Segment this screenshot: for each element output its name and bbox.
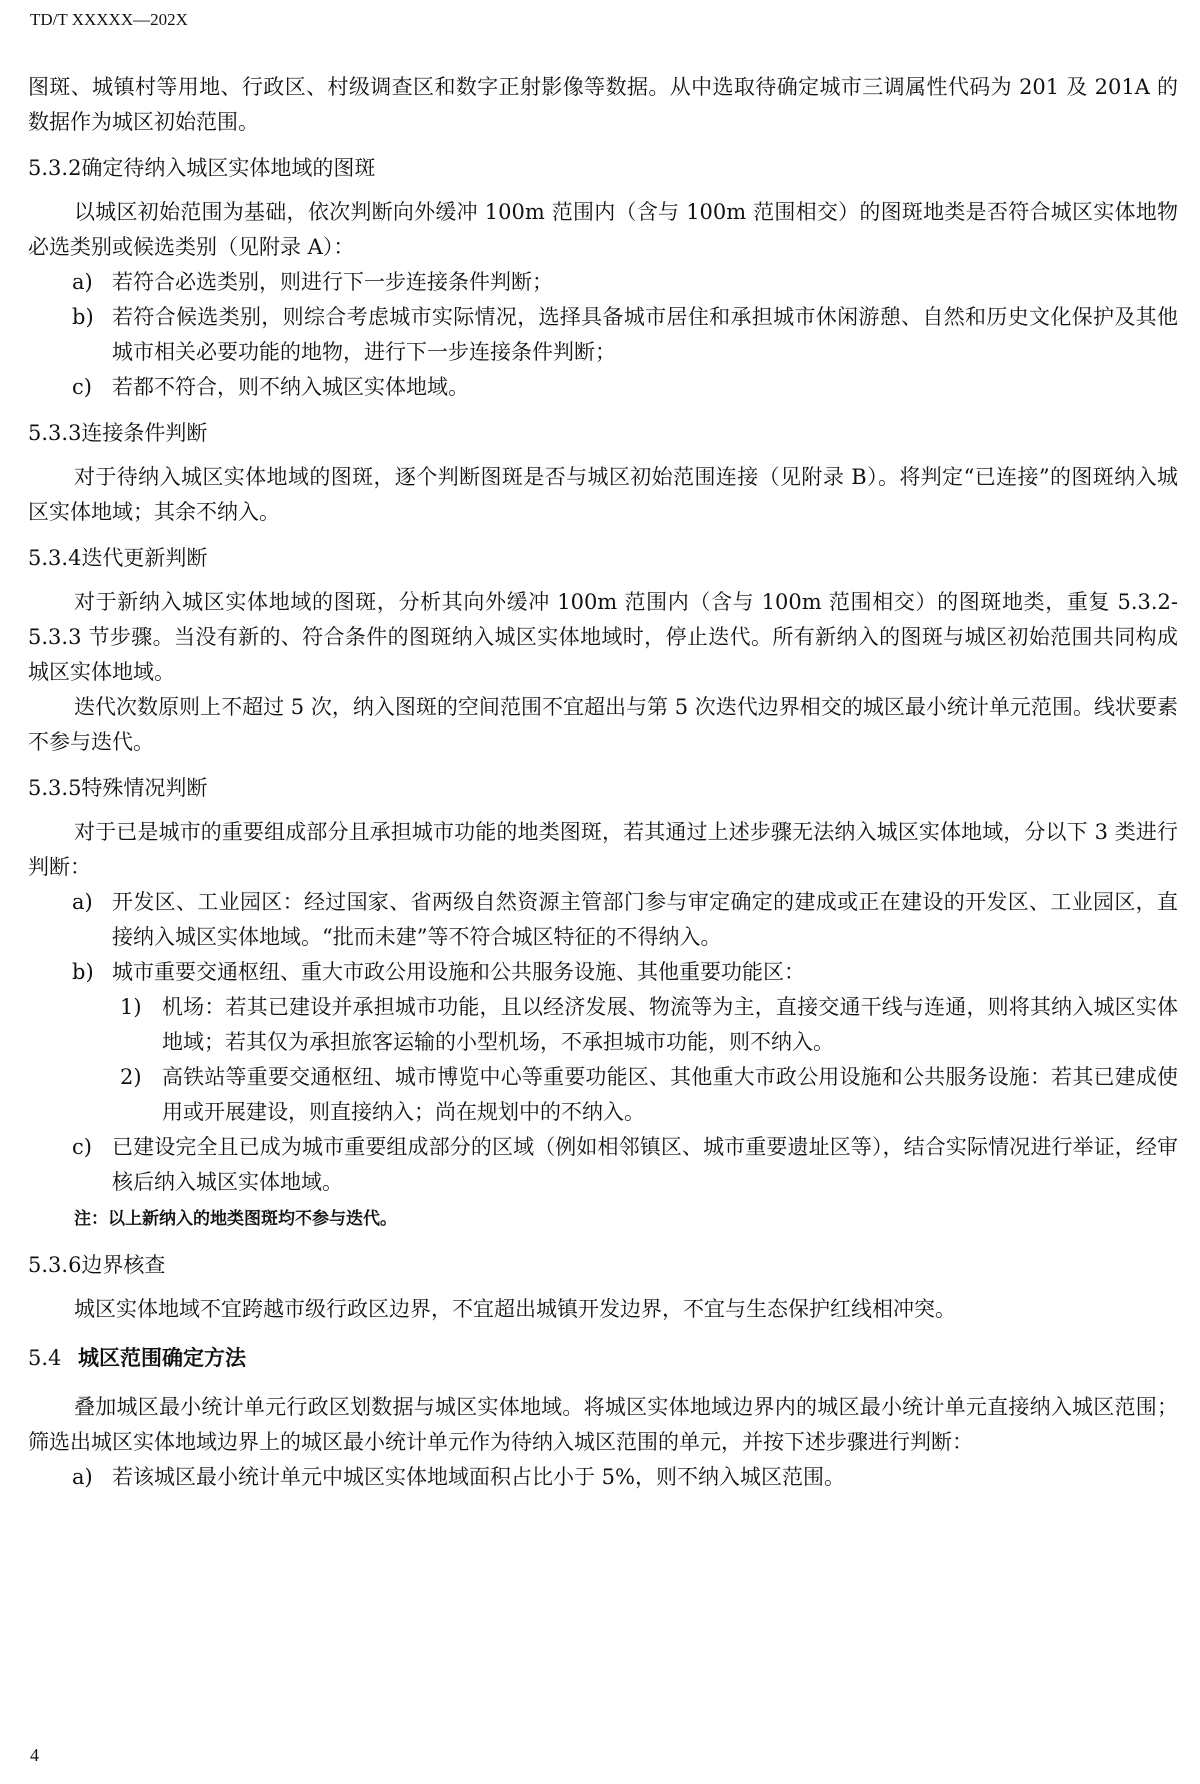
section-heading-5-4 (28, 1341, 1178, 1376)
section-title-5-3-2: 5.3.2确定待纳入城区实体地域的图斑 (28, 156, 376, 180)
list-item (28, 370, 1178, 405)
list-marker: c) (72, 375, 92, 399)
list-item-text: 若都不符合，则不纳入城区实体地域。 (112, 375, 469, 399)
section-number: 5.4 (28, 1346, 62, 1370)
list-marker: a) (72, 1465, 93, 1489)
note: 注：以上新纳入的地类图斑均不参与迭代。 (74, 1209, 397, 1229)
list-item-text: 若符合必选类别，则进行下一步连接条件判断； (112, 270, 553, 294)
section-5-3-3-paragraph: 对于待纳入城区实体地域的图斑，逐个判断图斑是否与城区初始范围连接（见附录 B）。将判定“已连接”的图斑纳入城区实体地域；其余不纳入。 (28, 465, 1178, 524)
page-content (28, 70, 1178, 1495)
list-item (28, 885, 1178, 955)
list-item-text: 若符合候选类别，则综合考虑城市实际情况，选择具备城市居住和承担城市休闲游憩、自然和历史文化保护及其他城市相关必要功能的地物，进行下一步连接条件判断； (112, 305, 1178, 364)
sub-list-item-text: 机场：若其已建设并承担城市功能，且以经济发展、物流等为主，直接交通干线与连通，则将其纳入城区实体地域；若其仅为承担旅客运输的小型机场，不承担城市功能，则不纳入。 (162, 995, 1178, 1054)
list-item (28, 1130, 1178, 1200)
sub-list-item (28, 990, 1178, 1060)
sub-list-marker: 1) (120, 995, 142, 1019)
sub-list-item (28, 1060, 1178, 1130)
page-header: TD/T XXXXX—202X (30, 10, 188, 29)
page-number: 4 (30, 1745, 39, 1765)
list-item (28, 300, 1178, 370)
section-title-5-3-6: 5.3.6边界核查 (28, 1253, 166, 1277)
list-marker: c) (72, 1135, 92, 1159)
list-marker: a) (72, 890, 93, 914)
section-heading-title: 城区范围确定方法 (78, 1346, 246, 1370)
list-marker: b) (72, 960, 94, 984)
list-marker: b) (72, 305, 94, 329)
list-marker: a) (72, 270, 93, 294)
section-5-3-6-paragraph: 城区实体地域不宜跨越市级行政区边界，不宜超出城镇开发边界，不宜与生态保护红线相冲突。 (74, 1297, 956, 1321)
section-5-3-4-paragraph-1: 对于新纳入城区实体地域的图斑，分析其向外缓冲 100m 范围内（含与 100m 范围相交）的图斑地类，重复 5.3.2-5.3.3 节步骤。当没有新的、符合条件的图斑纳入城区实体地域时，停止迭代。所有新纳入的图斑与城区初始范围共同构成城区实体地域。 (28, 590, 1178, 684)
section-title-5-3-5: 5.3.5特殊情况判断 (28, 776, 208, 800)
section-5-4-paragraph: 叠加城区最小统计单元行政区划数据与城区实体地域。将城区实体地域边界内的城区最小统计单元直接纳入城区范围；筛选出城区实体地域边界上的城区最小统计单元作为待纳入城区范围的单元，并按下述步骤进行判断： (28, 1395, 1178, 1454)
intro-paragraph: 图斑、城镇村等用地、行政区、村级调查区和数字正射影像等数据。从中选取待确定城市三调属性代码为 201 及 201A 的数据作为城区初始范围。 (28, 75, 1178, 134)
section-5-3-5-paragraph: 对于已是城市的重要组成部分且承担城市功能的地类图斑，若其通过上述步骤无法纳入城区实体地域，分以下 3 类进行判断： (28, 820, 1178, 879)
list-item (28, 265, 1178, 300)
section-title-5-3-4: 5.3.4迭代更新判断 (28, 546, 208, 570)
list-item-text: 若该城区最小统计单元中城区实体地域面积占比小于 5%，则不纳入城区范围。 (112, 1465, 845, 1489)
list-item-text: 开发区、工业园区：经过国家、省两级自然资源主管部门参与审定确定的建成或正在建设的开发区、工业园区，直接纳入城区实体地域。“批而未建”等不符合城区特征的不得纳入。 (112, 890, 1178, 949)
list-item-text: 已建设完全且已成为城市重要组成部分的区域（例如相邻镇区、城市重要遗址区等），结合实际情况进行举证，经审核后纳入城区实体地域。 (112, 1135, 1178, 1194)
section-5-3-4-paragraph-2: 迭代次数原则上不超过 5 次，纳入图斑的空间范围不宜超出与第 5 次迭代边界相交的城区最小统计单元范围。线状要素不参与迭代。 (28, 695, 1178, 754)
list-item (28, 1460, 1178, 1495)
list-item (28, 955, 1178, 990)
section-title-5-3-3: 5.3.3连接条件判断 (28, 421, 208, 445)
sub-list-marker: 2) (120, 1065, 142, 1089)
section-5-3-2-paragraph: 以城区初始范围为基础，依次判断向外缓冲 100m 范围内（含与 100m 范围相交）的图斑地类是否符合城区实体地物必选类别或候选类别（见附录 A）： (28, 200, 1178, 259)
list-item-text: 城市重要交通枢纽、重大市政公用设施和公共服务设施、其他重要功能区： (112, 960, 805, 984)
sub-list-item-text: 高铁站等重要交通枢纽、城市博览中心等重要功能区、其他重大市政公用设施和公共服务设施：若其已建成使用或开展建设，则直接纳入；尚在规划中的不纳入。 (162, 1065, 1178, 1124)
